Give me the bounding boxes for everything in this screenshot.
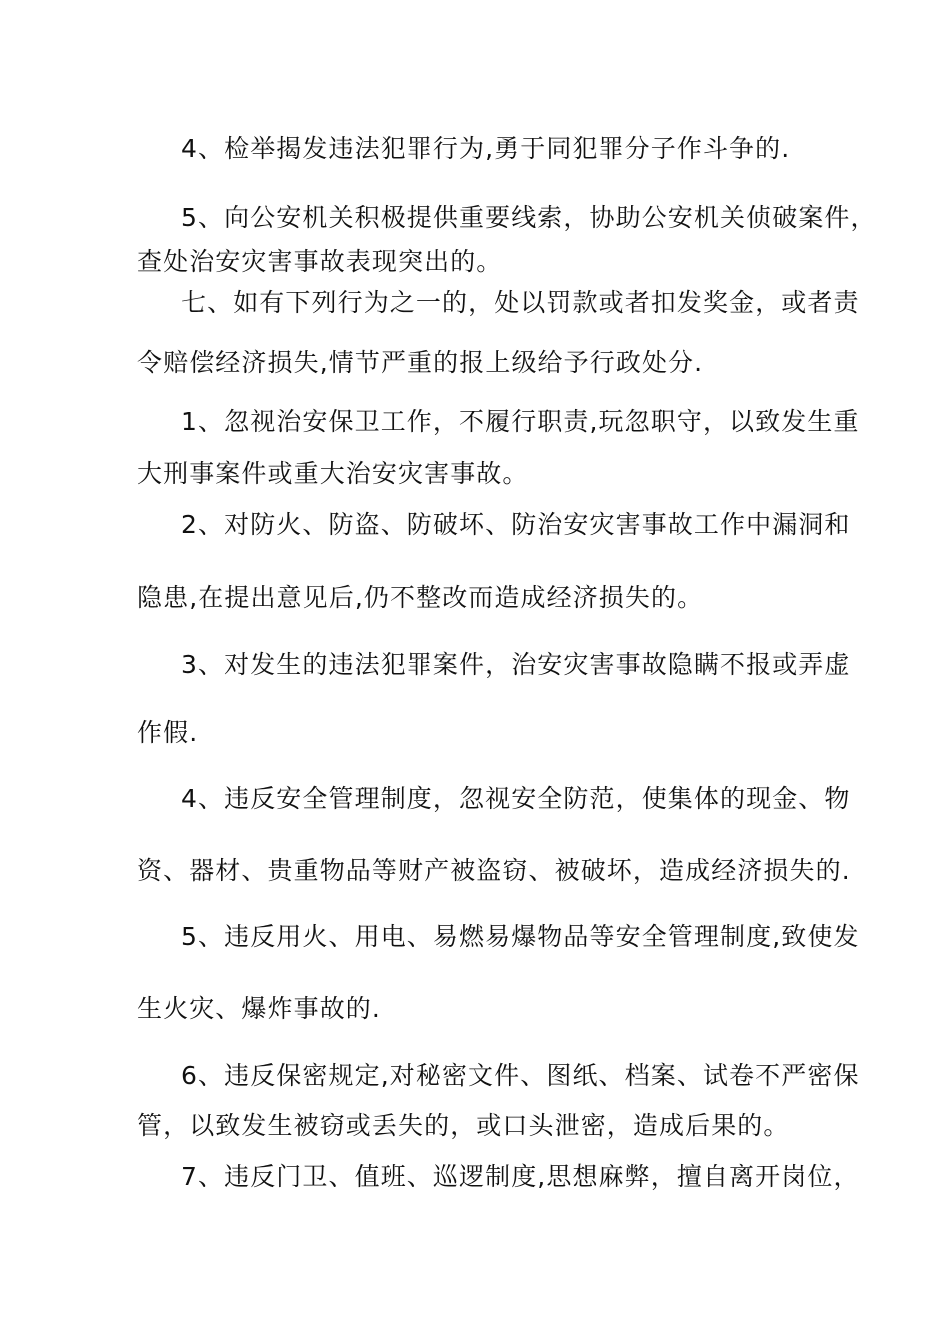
paragraph-line: 生火灾、爆炸事故的.	[137, 994, 381, 1023]
paragraph-line: 2、对防火、防盗、防破坏、防治安灾害事故工作中漏洞和	[181, 510, 851, 539]
paragraph-line: 1、忽视治安保卫工作，不履行职责,玩忽职守，以致发生重	[181, 407, 860, 436]
paragraph-line: 3、对发生的违法犯罪案件，治安灾害事故隐瞒不报或弄虚	[181, 650, 851, 679]
paragraph-line: 资、器材、贵重物品等财产被盗窃、被破坏，造成经济损失的.	[137, 856, 851, 885]
paragraph-line: 4、检举揭发违法犯罪行为,勇于同犯罪分子作斗争的.	[181, 134, 791, 163]
paragraph-line: 令赔偿经济损失,情节严重的报上级给予行政处分.	[137, 348, 704, 377]
paragraph-line: 管，以致发生被窃或丢失的，或口头泄密，造成后果的。	[137, 1111, 790, 1140]
paragraph-line: 7、违反门卫、值班、巡逻制度,思想麻弊，擅自离开岗位，	[181, 1162, 860, 1191]
paragraph-line: 大刑事案件或重大治安灾害事故。	[137, 459, 529, 488]
paragraph-line: 5、违反用火、用电、易燃易爆物品等安全管理制度,致使发	[181, 922, 860, 951]
paragraph-line: 5、向公安机关积极提供重要线索，协助公安机关侦破案件，	[181, 203, 877, 232]
paragraph-line: 查处治安灾害事故表现突出的。	[137, 247, 503, 276]
paragraph-line: 6、违反保密规定,对秘密文件、图纸、档案、试卷不严密保	[181, 1061, 860, 1090]
paragraph-line: 作假.	[137, 718, 199, 747]
section-heading-line: 七、如有下列行为之一的，处以罚款或者扣发奖金，或者责	[181, 288, 860, 317]
paragraph-line: 4、违反安全管理制度，忽视安全防范，使集体的现金、物	[181, 784, 851, 813]
paragraph-line: 隐患,在提出意见后,仍不整改而造成经济损失的。	[137, 583, 704, 612]
